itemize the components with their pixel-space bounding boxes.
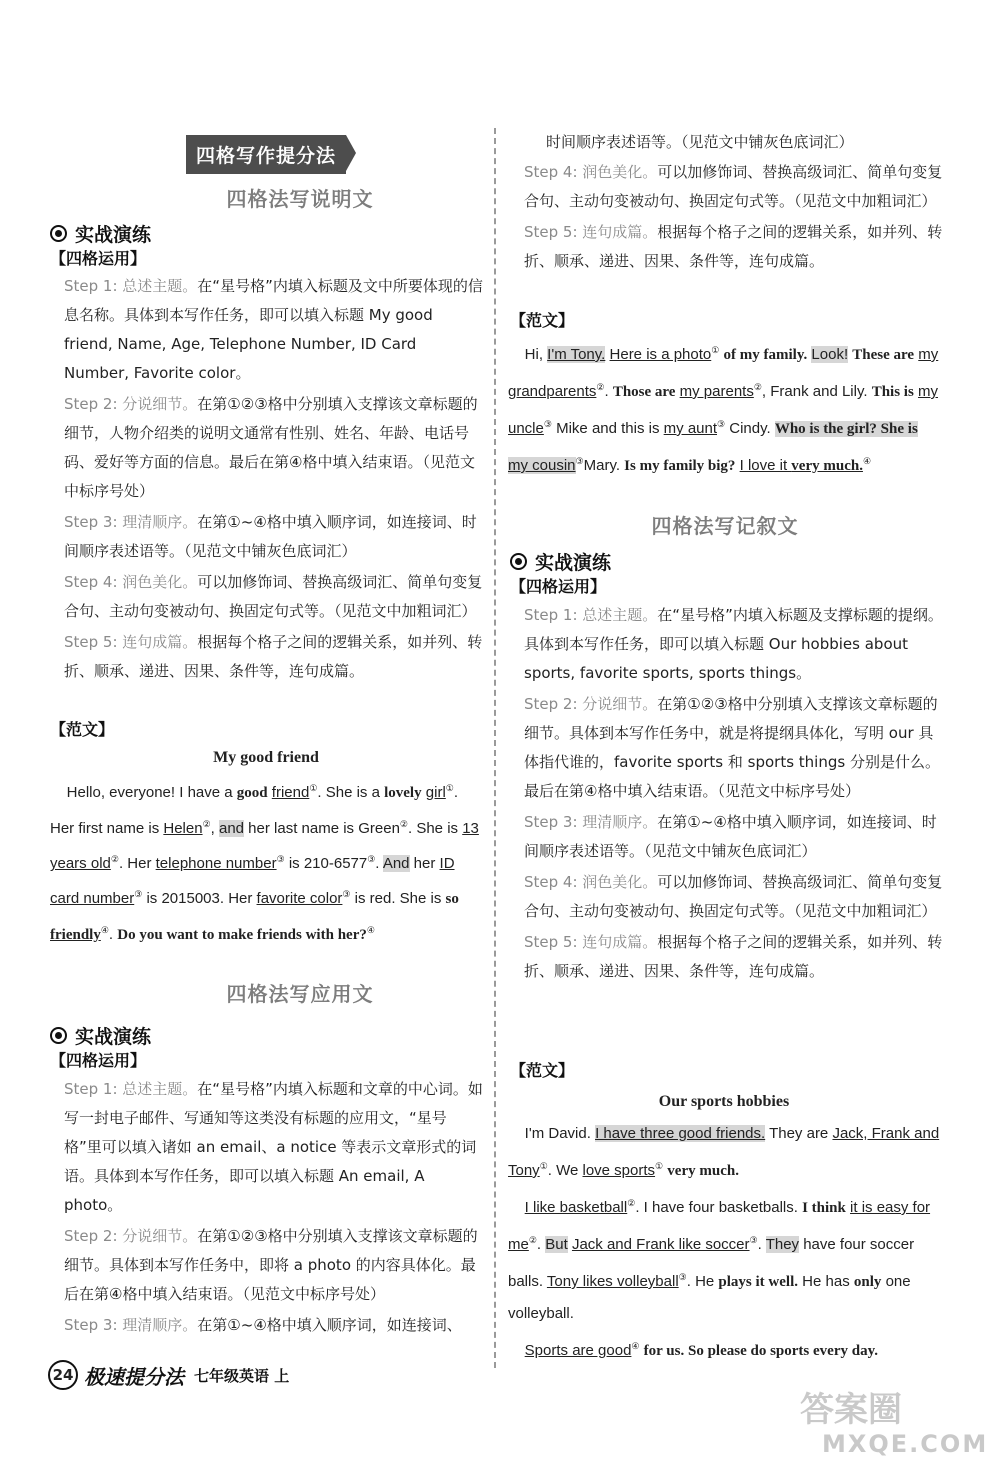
step-list [524,601,944,986]
section-title-expository: 四格法写说明文 [226,187,374,211]
step-item: Step 4: 润色美化。可以加修饰词、替换高级词汇、简单句变复合句、主动句变被动句、换固定句式等。（见范文中加粗词汇） [524,163,943,210]
step-item: Step 3: 理清顺序。在第①~④格中填入顺序词，如连接词、时间顺序表述语等。（见范文中铺灰色底词汇） [64,513,477,560]
practice-heading: 实战演练 [510,548,611,575]
step-list [524,158,944,276]
brand-logo: 极速提分法 [84,1364,184,1389]
step-item: Step 3: 理清顺序。在第①~④格中填入顺序词，如连接词、 [64,1316,462,1334]
watermark-logo: 答案圈 [800,1390,902,1430]
practice-heading: 实战演练 [50,1022,151,1049]
target-icon [50,225,67,242]
book-title: 七年级英语 上 [194,1366,290,1385]
model-essay-1: My good friend Hello, everyone! I have a good friend①. She is a lovely girl①. Her first name is Helen②, and her last name is Green②. She is 13 years old②. Her telephone number③ is 210-6577③. And her ID card number③ is 2015003. Her favorite color③ is red. She is so friendly④. Do you want to make friends with her?④ [50,742,482,951]
step-item: Step 5: 连句成篇。根据每个格子之间的逻辑关系，如并列、转折、顺承、递进、因果、条件等，连句成篇。 [64,633,483,680]
target-icon [50,1027,67,1044]
step-item: Step 3: 理清顺序。在第①~④格中填入顺序词，如连接词、时间顺序表述语等。（见范文中铺灰色底词汇） [524,813,937,860]
column-divider [494,128,496,1368]
page-footer [48,1360,289,1390]
step-list [64,1075,484,1340]
model-essay-label: 【范文】 [510,1061,575,1080]
step-item: Step 2: 分说细节。在第①②③格中分别填入支撑该文章标题的细节。具体到本写作任务中，就是将提纲具体化，写明 our 具体指代谁的，favorite sports 和 sports things 分别是什么。最后在第④格中填入结束语。（见范文中标序号处） [524,695,940,800]
model-essay-2: Hi, I'm Tony. Here is a photo① of my family. Look! These are my grandparents②. Those are my parents②, Frank and Lily. This is my uncle③ Mike and this is my aunt③ Cindy. Who is the girl? She is my cousin③Mary. Is my family big? I love it very much.④ [508,345,939,474]
section-title-practical: 四格法写应用文 [226,982,374,1006]
practice-heading: 实战演练 [50,220,151,247]
step-item: Step 4: 润色美化。可以加修饰词、替换高级词汇、简单句变复合句、主动句变被动句、换固定句式等。（见范文中加粗词汇） [64,573,483,620]
step-item: Step 1: 总述主题。在“星号格”内填入标题及文中所要体现的信息名称。具体到本写作任务，即可以填入标题 My good friend, Name, Age, Telephone Number, ID Card Number, Favorite color。 [64,277,483,382]
section-title-narrative: 四格法写记叙文 [651,514,799,538]
essay-title: My good friend [213,749,319,766]
step-item: Step 2: 分说细节。在第①②③格中分别填入支撑该文章标题的细节。具体到本写作任务中，即将 a photo 的内容具体化。最后在第④格中填入结束语。（见范文中标序号处） [64,1227,478,1303]
step-item: Step 5: 连句成篇。根据每个格子之间的逻辑关系，如并列、转折、顺承、递进、因果、条件等，连句成篇。 [524,933,943,980]
step-item: Step 2: 分说细节。在第①②③格中分别填入支撑该文章标题的细节，人物介绍类的说明文通常有性别、姓名、年龄、电话号码、爱好等方面的信息。最后在第④格中填入结束语。（见范文中标序号处） [64,395,478,500]
section-badge: 四格写作提分法 [186,135,346,174]
model-essay-label: 【范文】 [510,311,575,330]
step-continuation: 时间顺序表述语等。（见范文中铺灰色底词汇） [546,133,854,151]
step-item: Step 1: 总述主题。在“星号格”内填入标题及支撑标题的提纲。具体到本写作任务，即可以填入标题 Our hobbies about sports, favorite sports, sports things。 [524,606,943,682]
step-item: Step 1: 总述主题。在“星号格”内填入标题和文章的中心词。如写一封电子邮件、写通知等这类没有标题的应用文，“星号格”里可以填入诸如 an email、a notice 等表示文章形式的词语。具体到本写作任务，即可以填入标题 An email, A photo。 [64,1080,483,1214]
four-grid-label: 【四格运用】 [50,249,147,268]
four-grid-label: 【四格运用】 [50,1051,147,1070]
essay-title: Our sports hobbies [658,1093,790,1110]
step-item: Step 4: 润色美化。可以加修饰词、替换高级词汇、简单句变复合句、主动句变被动句、换固定句式等。（见范文中加粗词汇） [524,873,943,920]
four-grid-label: 【四格运用】 [510,577,607,596]
step-list [64,272,484,686]
page-number: 24 [48,1360,78,1390]
watermark-url: MXQE.COM [822,1430,989,1458]
model-essay-label: 【范文】 [50,720,115,739]
step-item: Step 5: 连句成篇。根据每个格子之间的逻辑关系，如并列、转折、顺承、递进、因果、条件等，连句成篇。 [524,223,943,270]
target-icon [510,553,527,570]
model-essay-3: Our sports hobbies I'm David. I have three good friends. They are Jack, Frank and Tony①. We love sports① very much. I like basketball②. I have four basketballs. I think it is easy for me②. But Jack and Frank like soccer③. They have four soccer balls. Tony likes volleyball③. He plays it well. He has only one volleyball. Sports are good④ for us. So please do sports every day. [508,1086,940,1367]
